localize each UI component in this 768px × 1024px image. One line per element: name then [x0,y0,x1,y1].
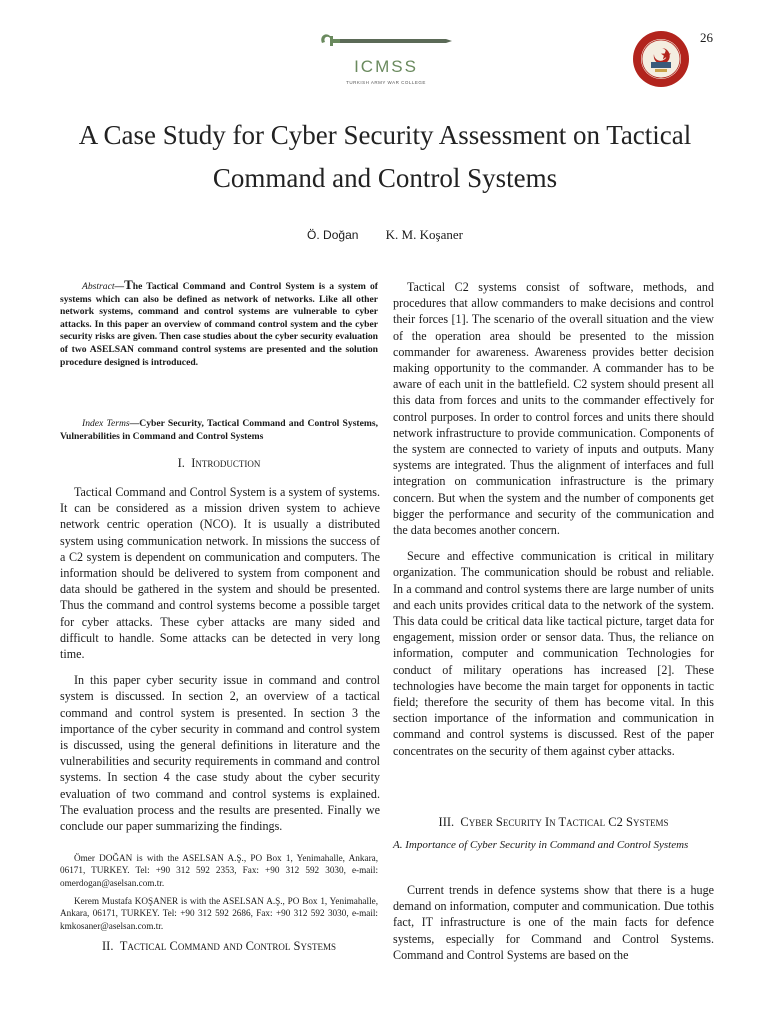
paragraph: Tactical Command and Control System is a system of systems. It can be considered as a mission driven system to achieve network centric operation (NCO). It is usually a distributed system using communication network. In missions the success of a C2 system is dependent on communication and computers. The information should be delivered to system from component and data should be gathered in the system and should be presented. Thus the command and control systems become a possible target for cyber attacks. These cyber attacks are many sided and difficult to handle. Some attacks can be detected in very long time. [60,485,380,662]
abstract-drop-letter: T [124,277,133,292]
section-heading-cyber-security [393,815,714,830]
abstract-dash: — [114,281,125,292]
logo-text: ICMSS [354,57,418,76]
paragraph: Current trends in defence systems show that there is a huge demand on information, computer and communication. Due tothis fact, IT infrastructure is one of the main facts for defence systems, especially for Command and Control Systems. Command and Control Systems are based on the [393,883,714,962]
index-terms-label: Index Terms [82,418,130,429]
author-name: K. M. Koşaner [385,227,463,242]
author-footnote: Kerem Mustafa KOŞANER is with the ASELSAN A.Ş., PO Box 1, Yenimahalle, Ankara, 06171, TURKEY. Tel: +90 312 592 2686, Fax: +90 312 592 3030, e-mail: kmkosaner@aselsan.com.tr. [60,896,378,931]
icmss-logo [318,30,458,92]
author-name: Ö. Doğan [307,228,359,242]
author-footnote: Ömer DOĞAN is with the ASELSAN A.Ş., PO Box 1, Yenimahalle, Ankara, 06171, TURKEY. Tel: +90 312 592 2353, Fax: +90 312 592 3030, e-mail: omerdogan@aselsan.com.tr. [60,853,378,888]
section-title: Tactical Command and Control Systems [119,939,336,953]
abstract-body: he Tactical Command and Control System is a system of systems which can also be defined as network of networks. Like all other network systems, command and control systems are vulnerable to cyber attacks. In this paper an overview of command control system and the cyber security risks are given. Then case studies about the cyber security evaluation of two ASELSAN command control systems are presented and the solution procedure designed is introduced. [60,281,378,368]
section-number: II. [102,939,114,953]
logo-subtitle: TURKISH ARMY WAR COLLEGE [346,80,426,85]
paper-title: A Case Study for Cyber Security Assessment on Tactical Command and Control Systems [78,120,692,193]
index-terms-body: —Cyber Security, Tactical Command and Control Systems, Vulnerabilities in Command and Control Systems [60,418,379,442]
paragraph: Tactical C2 systems consist of software, methods, and procedures that allow commanders to make decisions and control their forces [1]. The scenario of the overall situation and the view of the operation area should be presented to the mission commander for awareness. Awareness provides better decision making opportunity to the commander. A commander has to be aware of each unit in the battlefield. C2 system should present all this data from forces and units to the commander effectively for control purposes. In order to control forces and units there should network infrastructure to provide communication. Components of the system are connected to variety of inputs and outputs. Many systems are integrated. Thus the alignment of interfaces and full integration on communication infrastructure is the primary concern. But when the system and the number of components get bigger the performance and security of the communication and the data becomes another concern. [393,280,714,538]
paragraph: In this paper cyber security issue in command and control system is discussed. In section 2, an overview of a tactical command and control system is presented. In section 3 the importance of the cyber security in command and control system is discussed, using the general definitions in literature and the vulnerabilities and security requirements in command and control systems. In section 4 the case study about the cyber security evaluation of two command and control systems is explained. The evaluation process and the results are presented. Finally we conclude our paper summarizing the findings. [60,673,380,834]
seal-emblem-icon [632,30,690,88]
right-column-body [393,279,714,759]
author-list [200,227,570,243]
college-seal [632,30,690,88]
subsection-heading: A. Importance of Cyber Security in Command and Control Systems [393,839,689,851]
section-title: Introduction [191,456,261,470]
abstract [60,279,378,369]
right-column-body-continued [393,882,714,963]
section-title: Cyber Security In Tactical C2 Systems [460,815,669,829]
abstract-label: Abstract [82,281,115,292]
section-number: III. [438,815,455,829]
paragraph: Secure and effective communication is critical in military organization. The communication should be robust and reliable. In a command and control systems there are large number of units and each units provides critical data to the network of the system. This data could be critical data like tactical picture, target data for engagement, mission order or sensor data. Thus, the reliance on information, computer and communication Technologies for conduct of military operations has increased [2]. These technologies have become the main target for opponents in tactic field; therefore the security of them has become vital. In this section importance of the information and communication in command and control systems is discussed. Rest of the paper concentrates on the security of them against cyber attacks. [393,549,714,758]
section-heading-tactical-c2 [60,939,378,954]
section-number: I. [177,456,185,470]
index-terms [60,418,378,443]
page-number: 26 [700,30,713,45]
left-column-body [60,484,380,834]
section-heading-introduction [60,456,378,471]
